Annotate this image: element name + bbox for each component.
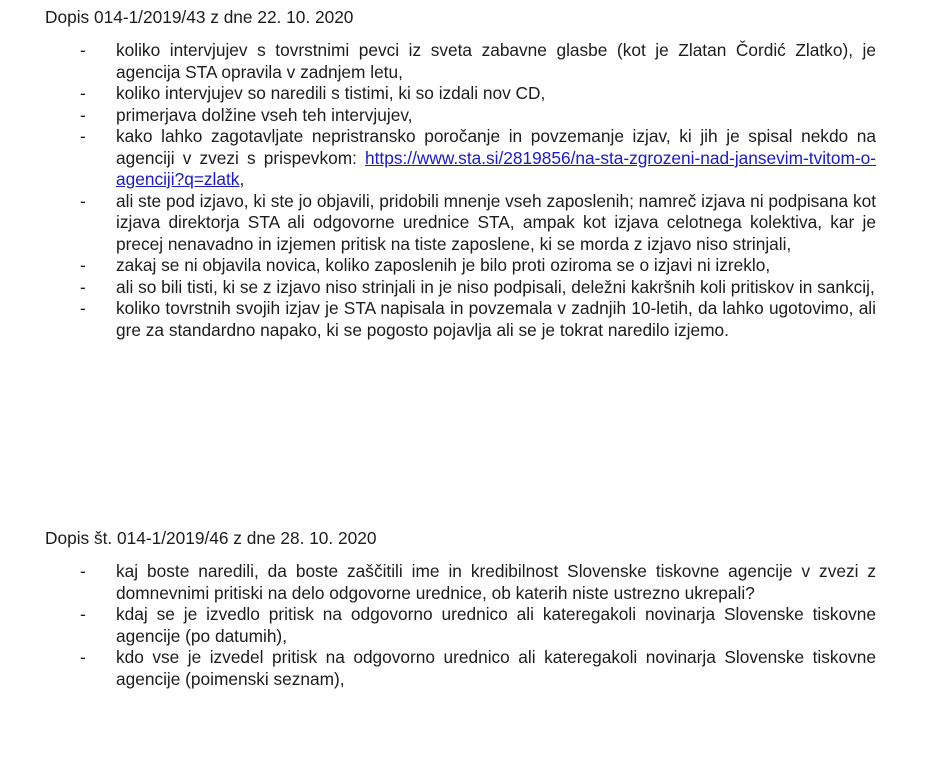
list-item-text: kaj boste naredili, da boste zaščitili ime in kredibilnost Slovenske tiskovne agencije v zvezi z domnevnimi pritiski na delo odgovorne urednice, ob katerih niste ustrezno ukrepali? (116, 561, 876, 603)
dash-bullet-icon: - (80, 126, 86, 146)
section-heading: Dopis št. 014-1/2019/46 z dne 28. 10. 2020 (45, 528, 377, 548)
list-item-text: primerjava dolžine vseh teh intervjujev, (116, 104, 413, 125)
list-item-text: koliko tovrstnih svojih izjav je STA napisala in povzemala v zadnjih 10-letih, da lahko ugotovimo, ali gre za standardno napako, ki se pogosto pojavlja ali se je tokrat naredilo izjemo. (116, 298, 876, 340)
list-item (0, 105, 876, 127)
list-item (0, 298, 876, 341)
question-list (0, 40, 948, 341)
dash-bullet-icon: - (80, 604, 86, 624)
list-item-text: kdo vse je izvedel pritisk na odgovorno urednico ali kateregakoli novinarja Slovenske tiskovne agencije (poimenski seznam), (116, 647, 876, 689)
dash-bullet-icon: - (80, 298, 86, 318)
list-item (0, 561, 876, 604)
list-item (0, 40, 876, 83)
list-item-text: koliko intervjujev s tovrstnimi pevci iz sveta zabavne glasbe (kot je Zlatan Čordić Zlatko), je agencija STA opravila v zadnjem letu, (116, 40, 876, 82)
list-item-text-before: kako lahko zagotavljate nepristransko poročanje in povzemanje izjav, ki jih je spisal nekdo na agenciji v zvezi s prispevkom: (116, 126, 876, 168)
dash-bullet-icon: - (80, 40, 86, 60)
sta-article-link[interactable]: https://www.sta.si/2819856/na-sta-zgrozeni-nad-jansevim-tvitom-o-agenciji?q=zlatk (116, 147, 876, 189)
list-item-text-after: , (239, 169, 245, 189)
list-item-text: koliko intervjujev so naredili s tistimi, ki so izdali nov CD, (116, 83, 546, 103)
list-item (0, 191, 876, 256)
list-item-text: ali so bili tisti, ki se z izjavo niso strinjali in je niso podpisali, deležni kakršnih koli pritiskov in sankcij, (116, 276, 875, 297)
dash-bullet-icon: - (80, 190, 86, 211)
list-item (0, 604, 876, 647)
question-list (0, 561, 948, 690)
dash-bullet-icon: - (80, 561, 86, 581)
list-item (0, 126, 876, 191)
list-item-text: zakaj se ni objavila novica, koliko zaposlenih je bilo proti oziroma se o izjavi ni izreklo, (116, 255, 771, 275)
dash-bullet-icon: - (80, 647, 86, 667)
section-heading: Dopis 014-1/2019/43 z dne 22. 10. 2020 (45, 7, 354, 27)
dash-bullet-icon: - (80, 104, 86, 125)
list-item (0, 83, 876, 105)
list-item (0, 277, 876, 299)
list-item-text (116, 126, 876, 191)
list-item-text: kdaj se je izvedlo pritisk na odgovorno urednico ali kateregakoli novinarja Slovenske tiskovne agencije (po datumih), (116, 604, 876, 646)
list-item-text: ali ste pod izjavo, ki ste jo objavili, pridobili mnenje vseh zaposlenih; namreč izjava ni podpisana kot izjava direktorja STA ali odgovorne urednice STA, ampak kot izjava celotnega kolektiva, kar je precej nenavadno in izjemen pritisk na tiste zaposlene, ki se morda z izjavo niso strinjali, (116, 190, 876, 254)
dash-bullet-icon: - (80, 83, 86, 103)
dash-bullet-icon: - (80, 255, 86, 275)
list-item (0, 647, 876, 690)
list-item (0, 255, 876, 277)
dash-bullet-icon: - (80, 276, 86, 297)
